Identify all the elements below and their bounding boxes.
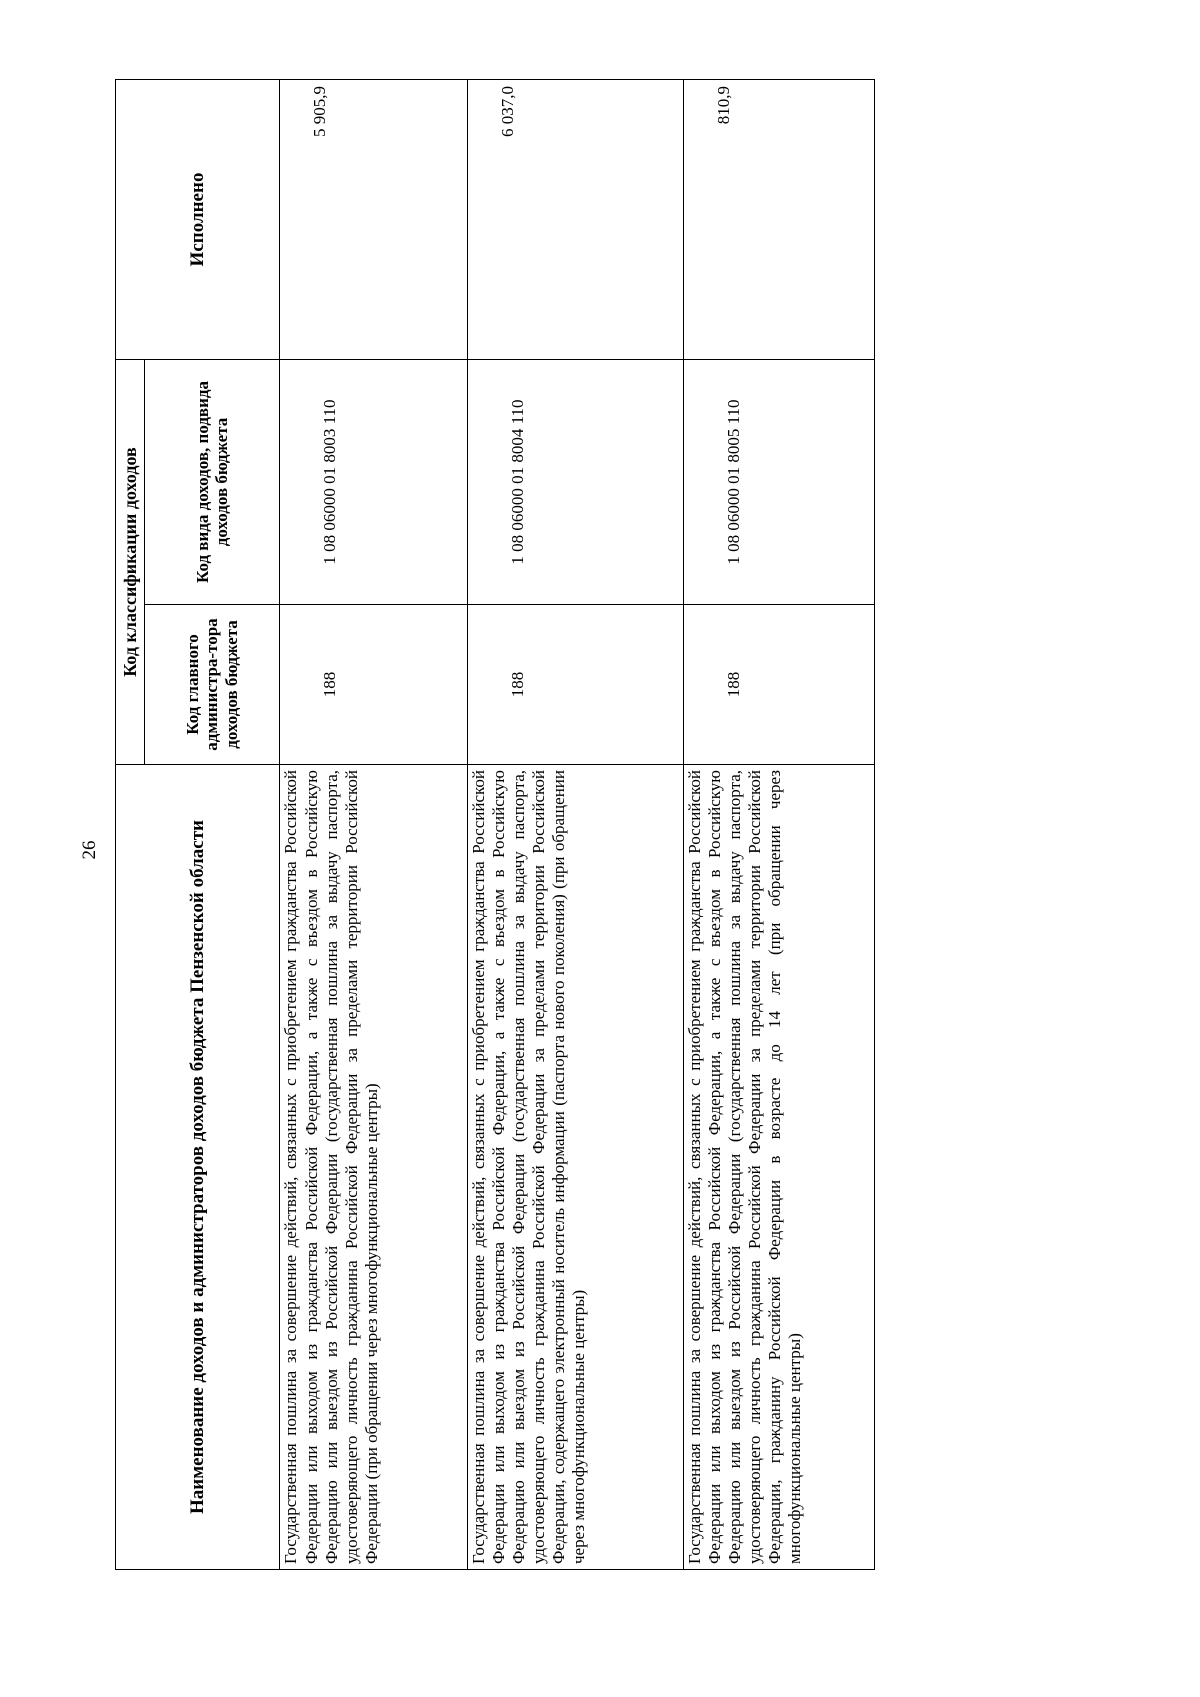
table-row — [468, 80, 684, 1570]
income-table — [115, 79, 875, 1570]
income-code-cell: 1 08 06000 01 8004 110 — [468, 360, 684, 605]
executed-amount-cell: 810,9 — [684, 80, 875, 360]
admin-code-cell: 188 — [684, 605, 875, 765]
income-name-cell: Государственная пошлина за совершение действий, связанных с приобретением гражданства Российской Федерации или выходом из гражданства Российской Федерации, а также с въездом в Российскую Федерацию или выездом из Российской Федерации (государственная пошлина за выдачу паспорта, удостоверяющего личность гражданина Российской Федерации за пределами территории Российской Федерации, гражданину Российской Федерации в возрасте до 14 лет (при обращении через многофункциональные центры) — [684, 765, 875, 1570]
name-column-header: Наименование доходов и администраторов доходов бюджета Пензенской области — [116, 765, 280, 1570]
income-code-cell: 1 08 06000 01 8003 110 — [280, 360, 468, 605]
income-code-column-header: Код вида доходов, подвида доходов бюджета — [144, 360, 280, 605]
executed-amount-cell: 6 037,0 — [468, 80, 684, 360]
table-row — [280, 80, 468, 1570]
table-row — [684, 80, 875, 1570]
rotated-table-container — [115, 80, 875, 1570]
executed-column-header: Исполнено — [116, 80, 280, 360]
income-name-cell: Государственная пошлина за совершение действий, связанных с приобретением гражданства Российской Федерации или выходом из гражданства Российской Федерации, а также с въездом в Российскую Федерацию или выездом из Российской Федерации (государственная пошлина за выдачу паспорта, удостоверяющего личность гражданина Российской Федерации за пределами территории Российской Федерации, содержащего электронный носитель информации (паспорта нового поколения) (при обращении через многофункциональные центры) — [468, 765, 684, 1570]
executed-amount-cell: 5 905,9 — [280, 80, 468, 360]
admin-code-column-header: Код главного администра-тора доходов бюджета — [144, 605, 280, 765]
header-row-1 — [116, 80, 145, 1570]
page-number: 26 — [79, 840, 100, 860]
income-code-cell: 1 08 06000 01 8005 110 — [684, 360, 875, 605]
admin-code-cell: 188 — [280, 605, 468, 765]
classification-group-header: Код классификации доходов — [116, 360, 145, 765]
admin-code-cell: 188 — [468, 605, 684, 765]
income-name-cell: Государственная пошлина за совершение действий, связанных с приобретением гражданства Российской Федерации или выходом из гражданства Российской Федерации, а также с въездом в Российскую Федерацию или выездом из Российской Федерации (государственная пошлина за выдачу паспорта, удостоверяющего личность гражданина Российской Федерации за пределами территории Российской Федерации (при обращении через многофункциональные центры) — [280, 765, 468, 1570]
